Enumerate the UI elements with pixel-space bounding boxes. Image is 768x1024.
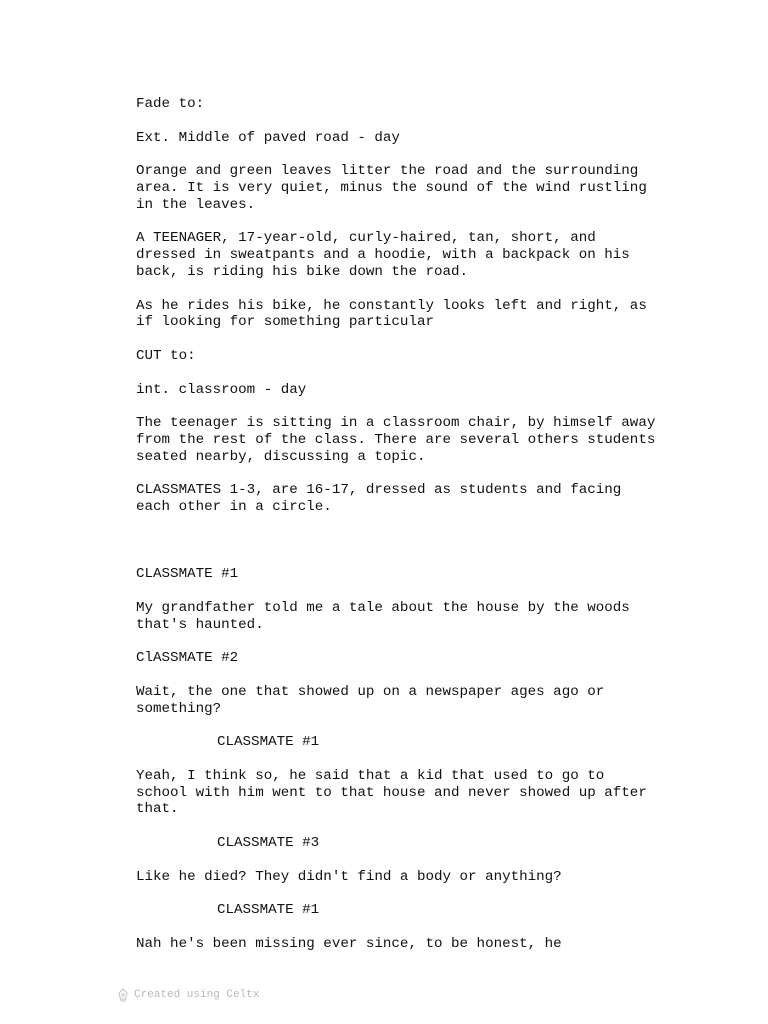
action: CLASSMATES 1-3, are 16-17, dressed as students and facing each other in a circle. [136,482,622,516]
character-name: CLASSMATE #1 [217,734,320,751]
dialogue: Nah he's been missing ever since, to be honest, he [136,935,562,952]
action: A TEENAGER, 17-year-old, curly-haired, tan, short, and dressed in sweatpants and a hoodie, with a backpack on his back, is riding his bike down the road. [136,230,630,280]
transition: Fade to: [136,96,205,112]
dialogue: Yeah, I think so, he said that a kid that used to go to school with him went to that house and never showed up after that. [136,767,647,818]
transition: CUT to: [136,347,196,364]
dialogue: My grandfather told me a tale about the house by the woods that's haunted. [136,599,630,633]
character-name: CLASSMATE #1 [217,902,320,919]
footer-watermark [117,988,259,1002]
dialogue: Wait, the one that showed up on a newspaper ages ago or something? [136,683,605,717]
dialogue: Like he died? They didn't find a body or anything? [136,868,562,885]
action: As he rides his bike, he constantly looks left and right, as if looking for something particular [136,297,647,331]
celtx-pen-icon [117,988,129,1002]
character-name: CLASSMATE #3 [217,835,320,852]
action: The teenager is sitting in a classroom chair, by himself away from the rest of the class. There are several others students seated nearby, discussing a topic. [136,415,656,465]
scene-heading: Ext. Middle of paved road - day [136,129,400,146]
action: Orange and green leaves litter the road and the surrounding area. It is very quiet, minus the sound of the wind rustling in the leaves. [136,163,647,213]
character-name: CLASSMATE #1 [136,566,239,583]
scene-heading: int. classroom - day [136,381,307,398]
footer-text: Created using Celtx [134,989,260,1001]
blank-space [136,533,706,567]
character-name: ClASSMATE #2 [136,650,239,667]
screenplay-body [136,96,706,969]
